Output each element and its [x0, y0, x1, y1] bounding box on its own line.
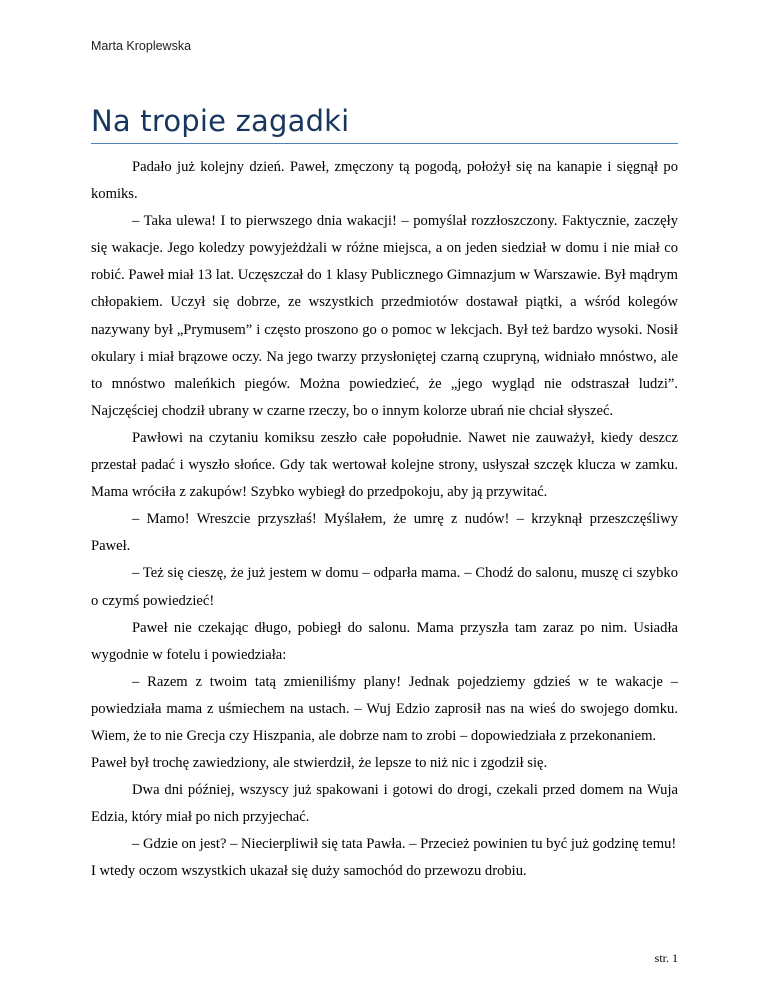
page-number: str. 1	[654, 951, 678, 965]
document-title: Na tropie zagadki	[91, 104, 350, 138]
paragraph: – Mamo! Wreszcie przyszłaś! Myślałem, że umrę z nudów! – krzyknął przeszczęśliwy Paweł.	[91, 511, 678, 555]
paragraph: – Razem z twoim tatą zmieniliśmy plany! Jednak pojedziemy gdzieś w te wakacje – powiedziała mama z uśmiechem na ustach. – Wuj Edzio zaprosił nas na wieś do swojego domku. Wiem, że to nie Grecja czy Hiszpania, ale dobrze nam to zrobi – dopowiedziała z przekonaniem.	[91, 673, 678, 744]
paragraph: – Gdzie on jest? – Niecierpliwił się tata Pawła. – Przecież powinien tu być już godzinę temu!	[132, 836, 677, 853]
paragraph: I wtedy oczom wszystkich ukazał się duży samochód do przewozu drobiu.	[91, 863, 527, 880]
paragraph: Padało już kolejny dzień. Paweł, zmęczony tą pogodą, położył się na kanapie i sięgnął po komiks.	[91, 159, 678, 203]
running-header-author: Marta Kroplewska	[91, 39, 192, 53]
title-underline-rule	[91, 143, 678, 144]
paragraph: Paweł był trochę zawiedziony, ale stwierdził, że lepsze to niż nic i zgodził się.	[91, 755, 548, 772]
paragraph: – Taka ulewa! I to pierwszego dnia wakacji! – pomyślał rozzłoszczony. Faktycznie, zaczęły się wakacje. Jego koledzy powyjeżdżali w różne miejsca, a on jeden siedział w domu i nie miał co robić. Paweł miał 13 lat. Uczęszczał do 1 klasy Publicznego Gimnazjum w Warszawie. Był mądrym chłopakiem. Uczył się dobrze, ze wszystkich przedmiotów dostawał piątki, a wśród kolegów nazywany był „Prymusem” i często proszono go o pomoc w lekcjach. Był też bardzo wysoki. Nosił okulary i miał brązowe oczy. Na jego twarzy przysłoniętej czarną czupryną, widniało mnóstwo, ale to mnóstwo maleńkich piegów. Można powiedzieć, że „jego wygląd nie odstraszał ludzi”. Najczęściej chodził ubrany w czarne rzeczy, bo o innym kolorze ubrań nie chciał słyszeć.	[91, 213, 678, 419]
paragraph: Dwa dni później, wszyscy już spakowani i gotowi do drogi, czekali przed domem na Wuja Edzia, który miał po nich przyjechać.	[91, 782, 678, 826]
paragraph: Paweł nie czekając długo, pobiegł do salonu. Mama przyszła tam zaraz po nim. Usiadła wygodnie w fotelu i powiedziała:	[91, 619, 678, 663]
document-body	[91, 154, 678, 886]
paragraph: Pawłowi na czytaniu komiksu zeszło całe popołudnie. Nawet nie zauważył, kiedy deszcz przestał padać i wyszło słońce. Gdy tak wertował kolejne strony, usłyszał szczęk klucza w zamku. Mama wróciła z zakupów! Szybko wybiegł do przedpokoju, aby ją przywitać.	[91, 429, 678, 501]
paragraph: – Też się cieszę, że już jestem w domu – odparła mama. – Chodź do salonu, muszę ci szybko o czymś powiedzieć!	[91, 565, 678, 609]
